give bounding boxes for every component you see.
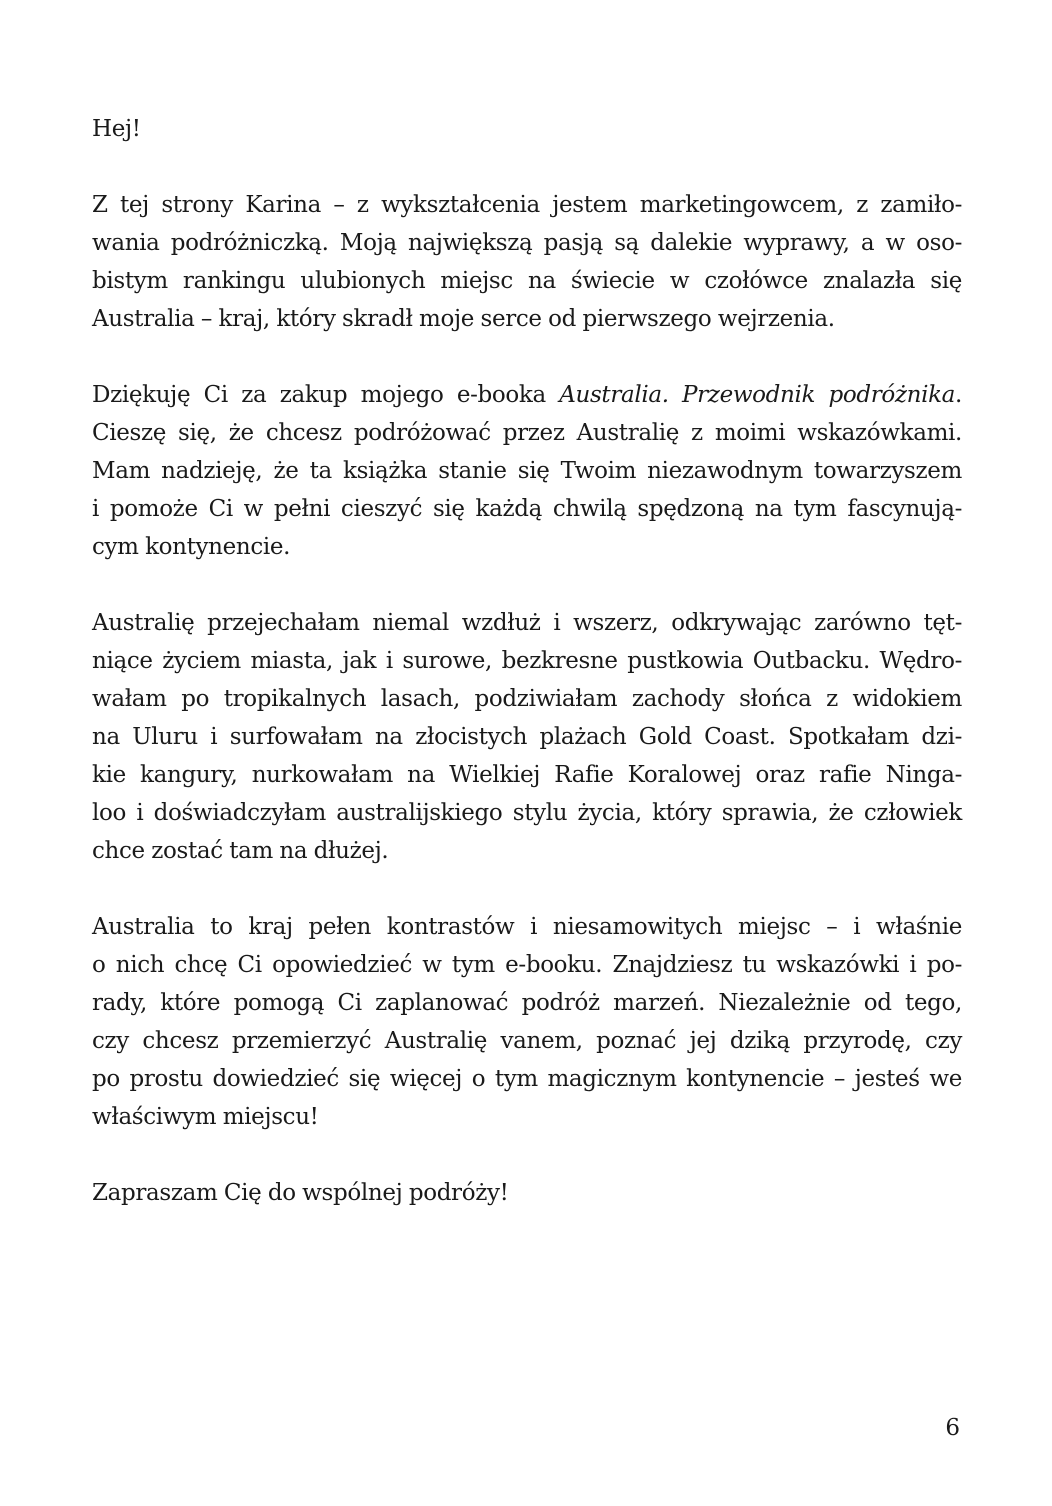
- greeting: [92, 110, 962, 148]
- book-title: Australia. Przewodnik podróżnika: [559, 382, 956, 408]
- page-number: 6: [945, 1415, 960, 1441]
- paragraph-line: po prostu dowiedzieć się więcej o tym magicznym kontynencie – jesteś we: [92, 1066, 962, 1092]
- paragraph-line: chce zostać tam na dłużej.: [92, 838, 389, 864]
- paragraph-line: bistym rankingu ulubionych miejsc na świecie w czołówce znalazła się: [92, 268, 962, 294]
- paragraph-line: o nich chcę Ci opowiedzieć w tym e-booku. Znajdziesz tu wskazówki i po-: [92, 952, 962, 978]
- paragraph-line: kie kangury, nurkowałam na Wielkiej Rafie Koralowej oraz rafie Ninga-: [92, 762, 962, 788]
- greeting-text: Hej!: [92, 116, 141, 142]
- paragraph-line: rady, które pomogą Ci zaplanować podróż marzeń. Niezależnie od tego,: [92, 990, 962, 1016]
- paragraph-line: niące życiem miasta, jak i surowe, bezkresne pustkowia Outbacku. Wędro-: [92, 648, 962, 674]
- paragraph-line: Cieszę się, że chcesz podróżować przez Australię z moimi wskazówkami.: [92, 420, 962, 446]
- paragraph-line: Australia to kraj pełen kontrastów i niesamowitych miejsc – i właśnie: [92, 914, 962, 940]
- paragraph-line: na Uluru i surfowałam na złocistych plażach Gold Coast. Spotkałam dzi-: [92, 724, 962, 750]
- paragraph-line: Mam nadzieję, że ta książka stanie się Twoim niezawodnym towarzyszem: [92, 458, 962, 484]
- paragraph-travels: [92, 604, 962, 870]
- paragraph-line: Australię przejechałam niemal wzdłuż i wszerz, odkrywając zarówno tęt-: [92, 610, 962, 636]
- closing: [92, 1174, 962, 1212]
- paragraph-line: wania podróżniczką. Moją największą pasją są dalekie wyprawy, a w oso-: [92, 230, 962, 256]
- paragraph-thanks: [92, 376, 962, 566]
- paragraph-line: czy chcesz przemierzyć Australię vanem, poznać jej dziką przyrodę, czy: [92, 1028, 962, 1054]
- thanks-punctuation: .: [955, 382, 963, 408]
- paragraph-contrasts: [92, 908, 962, 1136]
- paragraph-line: Z tej strony Karina – z wykształcenia jestem marketingowcem, z zamiło-: [92, 192, 962, 218]
- paragraph-line: [92, 376, 962, 414]
- paragraph-intro: [92, 186, 962, 338]
- thanks-text: Dziękuję Ci za zakup mojego e-booka: [92, 382, 560, 408]
- body-text: [92, 110, 962, 1250]
- closing-text: Zapraszam Cię do wspólnej podróży!: [92, 1180, 509, 1206]
- paragraph-line: Australia – kraj, który skradł moje serce od pierwszego wejrzenia.: [92, 306, 835, 332]
- paragraph-line: i pomoże Ci w pełni cieszyć się każdą chwilą spędzoną na tym fascynują-: [92, 496, 962, 522]
- paragraph-line: wałam po tropikalnych lasach, podziwiałam zachody słońca z widokiem: [92, 686, 962, 712]
- paragraph-line: loo i doświadczyłam australijskiego stylu życia, który sprawia, że człowiek: [92, 800, 962, 826]
- paragraph-line: właściwym miejscu!: [92, 1104, 319, 1130]
- paragraph-line: cym kontynencie.: [92, 534, 291, 560]
